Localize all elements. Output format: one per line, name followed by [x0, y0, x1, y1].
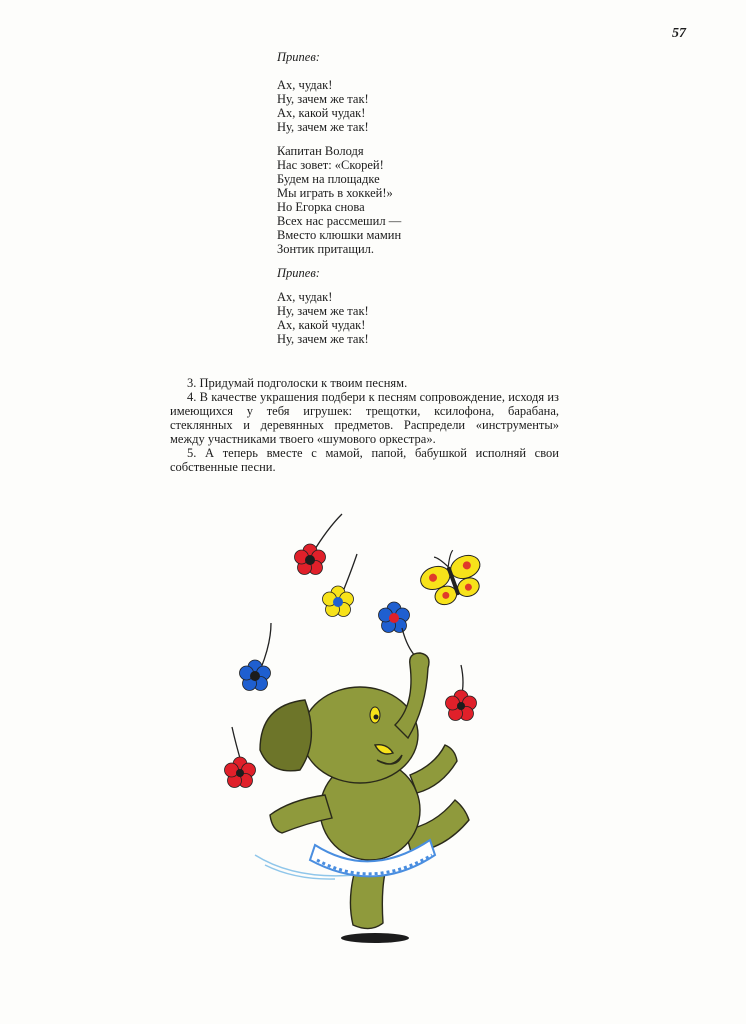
butterfly-icon: [414, 543, 489, 610]
yellow-flower-icon: [323, 554, 358, 617]
red-flower-icon: [446, 665, 477, 721]
elephant-figure: [260, 653, 469, 929]
refrain-line: Ах, какой чудак!: [277, 106, 366, 120]
verse-line: Мы играть в хоккей!»: [277, 186, 393, 200]
verse-line: Вместо клюшки мамин: [277, 228, 402, 242]
refrain-line: Ах, какой чудак!: [277, 318, 366, 332]
blue-flower-icon: [240, 623, 272, 691]
task-item: 4. В качестве украшения подбери к песням сопровождение, исходя из имеющихся у тебя игрушек: трещотки, ксилофона, барабана, стеклянных и деревянных предметов. Распредели «инструменты» между участниками твоего «шумового оркестра».: [170, 390, 559, 446]
verse-line: Всех нас рассмешил —: [277, 214, 402, 228]
verse-line: Нас зовет: «Скорей!: [277, 158, 384, 172]
refrain-line: Ах, чудак!: [277, 78, 333, 92]
ground-shadow: [341, 933, 409, 943]
refrain-line: Ах, чудак!: [277, 290, 333, 304]
song-lyrics: [277, 50, 401, 346]
verse-line: Капитан Володя: [277, 144, 364, 158]
elephant-pupil: [374, 715, 379, 720]
red-flower-icon: [225, 727, 256, 788]
verse-line: Будем на площадке: [277, 172, 380, 186]
verse-line: Но Егорка снова: [277, 200, 365, 214]
task-list: [170, 376, 559, 474]
refrain-line: Ну, зачем же так!: [277, 120, 369, 134]
page-number: 57: [672, 26, 686, 41]
juggling-elephant-illustration: [195, 510, 515, 950]
refrain-line: Ну, зачем же так!: [277, 332, 369, 346]
red-flower-icon: [295, 514, 343, 575]
task-item: 3. Придумай подголоски к твоим песням.: [187, 376, 408, 390]
refrain-line: Ну, зачем же так!: [277, 92, 369, 106]
refrain-label: Припев:: [277, 266, 320, 280]
verse-line: Зонтик притащил.: [277, 242, 375, 256]
refrain-line: Ну, зачем же так!: [277, 304, 369, 318]
refrain-label: Припев:: [277, 50, 320, 64]
task-item: 5. А теперь вместе с мамой, папой, бабушкой исполняй свои собственные песни.: [170, 446, 559, 474]
blue-flower-icon: [379, 602, 418, 658]
